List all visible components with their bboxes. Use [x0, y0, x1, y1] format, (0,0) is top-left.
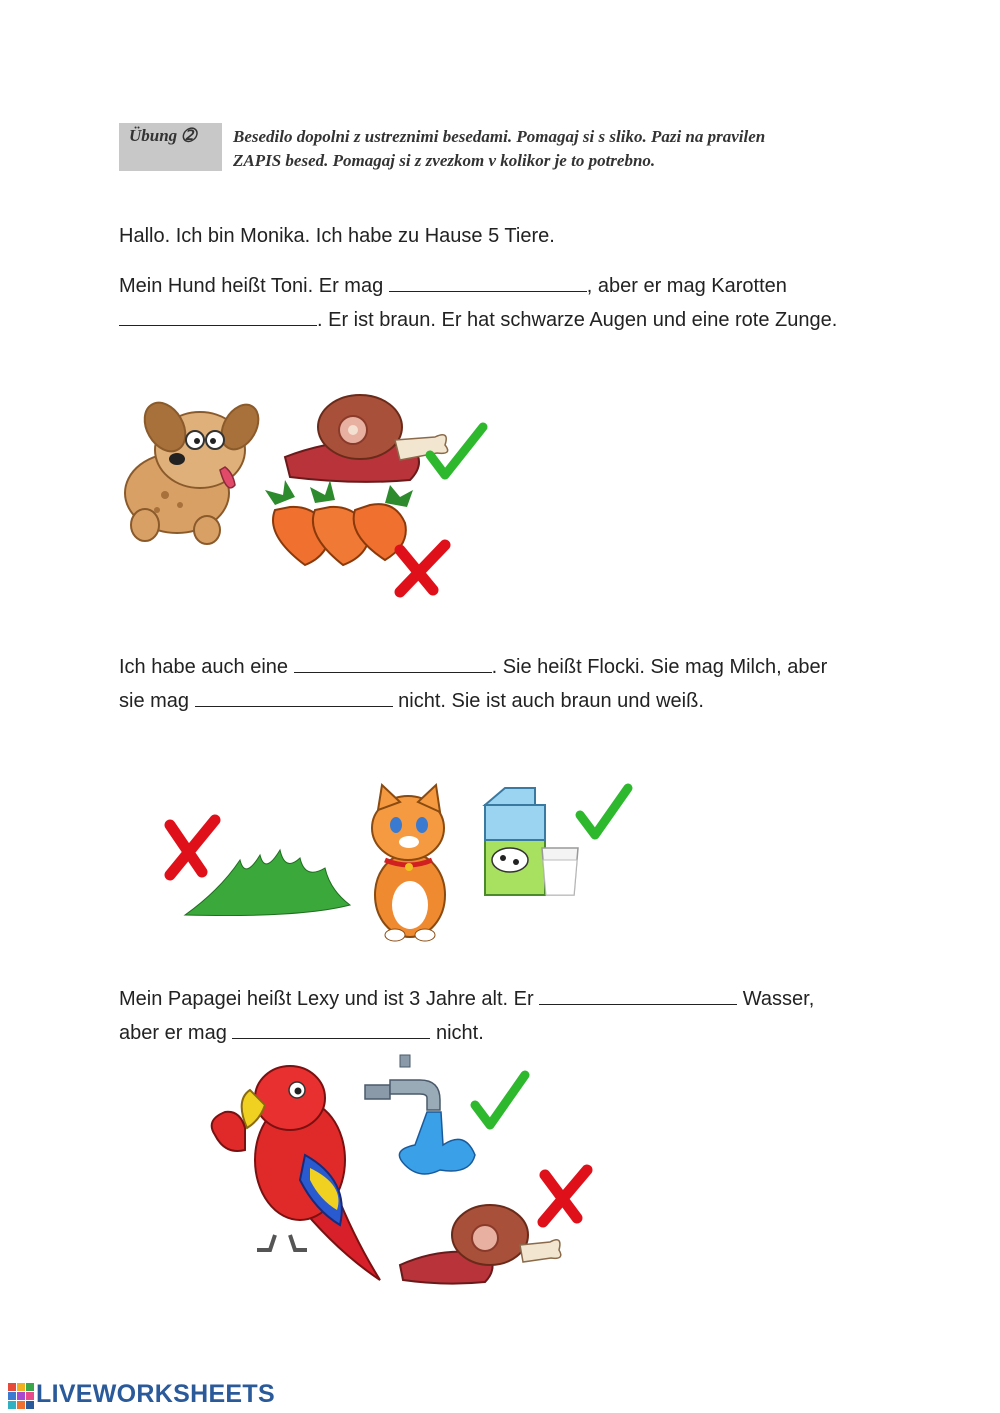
parrot-picture-group	[205, 1050, 605, 1295]
blank-parrot-likes[interactable]	[539, 982, 737, 1005]
brand-text: LIVEWORKSHEETS	[36, 1380, 275, 1408]
cat-image	[372, 785, 445, 941]
blank-dog-dislikes[interactable]	[119, 303, 317, 326]
cross-icon	[543, 1170, 587, 1222]
grass-image	[185, 850, 350, 916]
cat-line-1: Ich habe auch eine . Sie heißt Flocki. Sie mag Milch, aber	[119, 650, 827, 684]
milk-image	[485, 788, 578, 895]
check-icon	[580, 788, 628, 835]
check-icon	[475, 1075, 525, 1125]
blank-cat-animal[interactable]	[294, 650, 492, 673]
cross-icon	[400, 545, 445, 592]
exercise-instruction: Besedilo dopolni z ustreznimi besedami. Pomagaj si s sliko. Pazi na pravilen ZAPIS besed. Pomagaj si z zvezkom v kolikor je to potrebno.	[233, 127, 766, 170]
logo-icon	[8, 1383, 34, 1409]
cross-icon	[170, 820, 215, 875]
parrot-image	[212, 1066, 380, 1280]
cat-picture-group	[160, 780, 640, 945]
carrots-image	[265, 480, 413, 565]
intro-text: Hallo. Ich bin Monika. Ich habe zu Hause 5 Tiere.	[119, 225, 555, 247]
dog-picture-group	[115, 385, 495, 600]
dog-line-2: . Er ist braun. Er hat schwarze Augen und eine rote Zunge.	[119, 303, 837, 337]
blank-cat-dislikes[interactable]	[195, 684, 393, 707]
blank-dog-likes[interactable]	[389, 269, 587, 292]
cat-line-2: sie mag nicht. Sie ist auch braun und weiß.	[119, 684, 704, 718]
meat-image	[285, 395, 448, 482]
dog-image	[125, 395, 266, 544]
dog-line-1: Mein Hund heißt Toni. Er mag , aber er mag Karotten	[119, 269, 787, 303]
meat-image	[400, 1205, 561, 1284]
blank-parrot-dislikes[interactable]	[232, 1016, 430, 1039]
parrot-line-1: Mein Papagei heißt Lexy und ist 3 Jahre alt. Er Wasser,	[119, 982, 814, 1016]
faucet-image	[365, 1055, 475, 1174]
exercise-label: Übung ➁	[129, 126, 196, 145]
parrot-line-2: aber er mag nicht.	[119, 1016, 484, 1050]
